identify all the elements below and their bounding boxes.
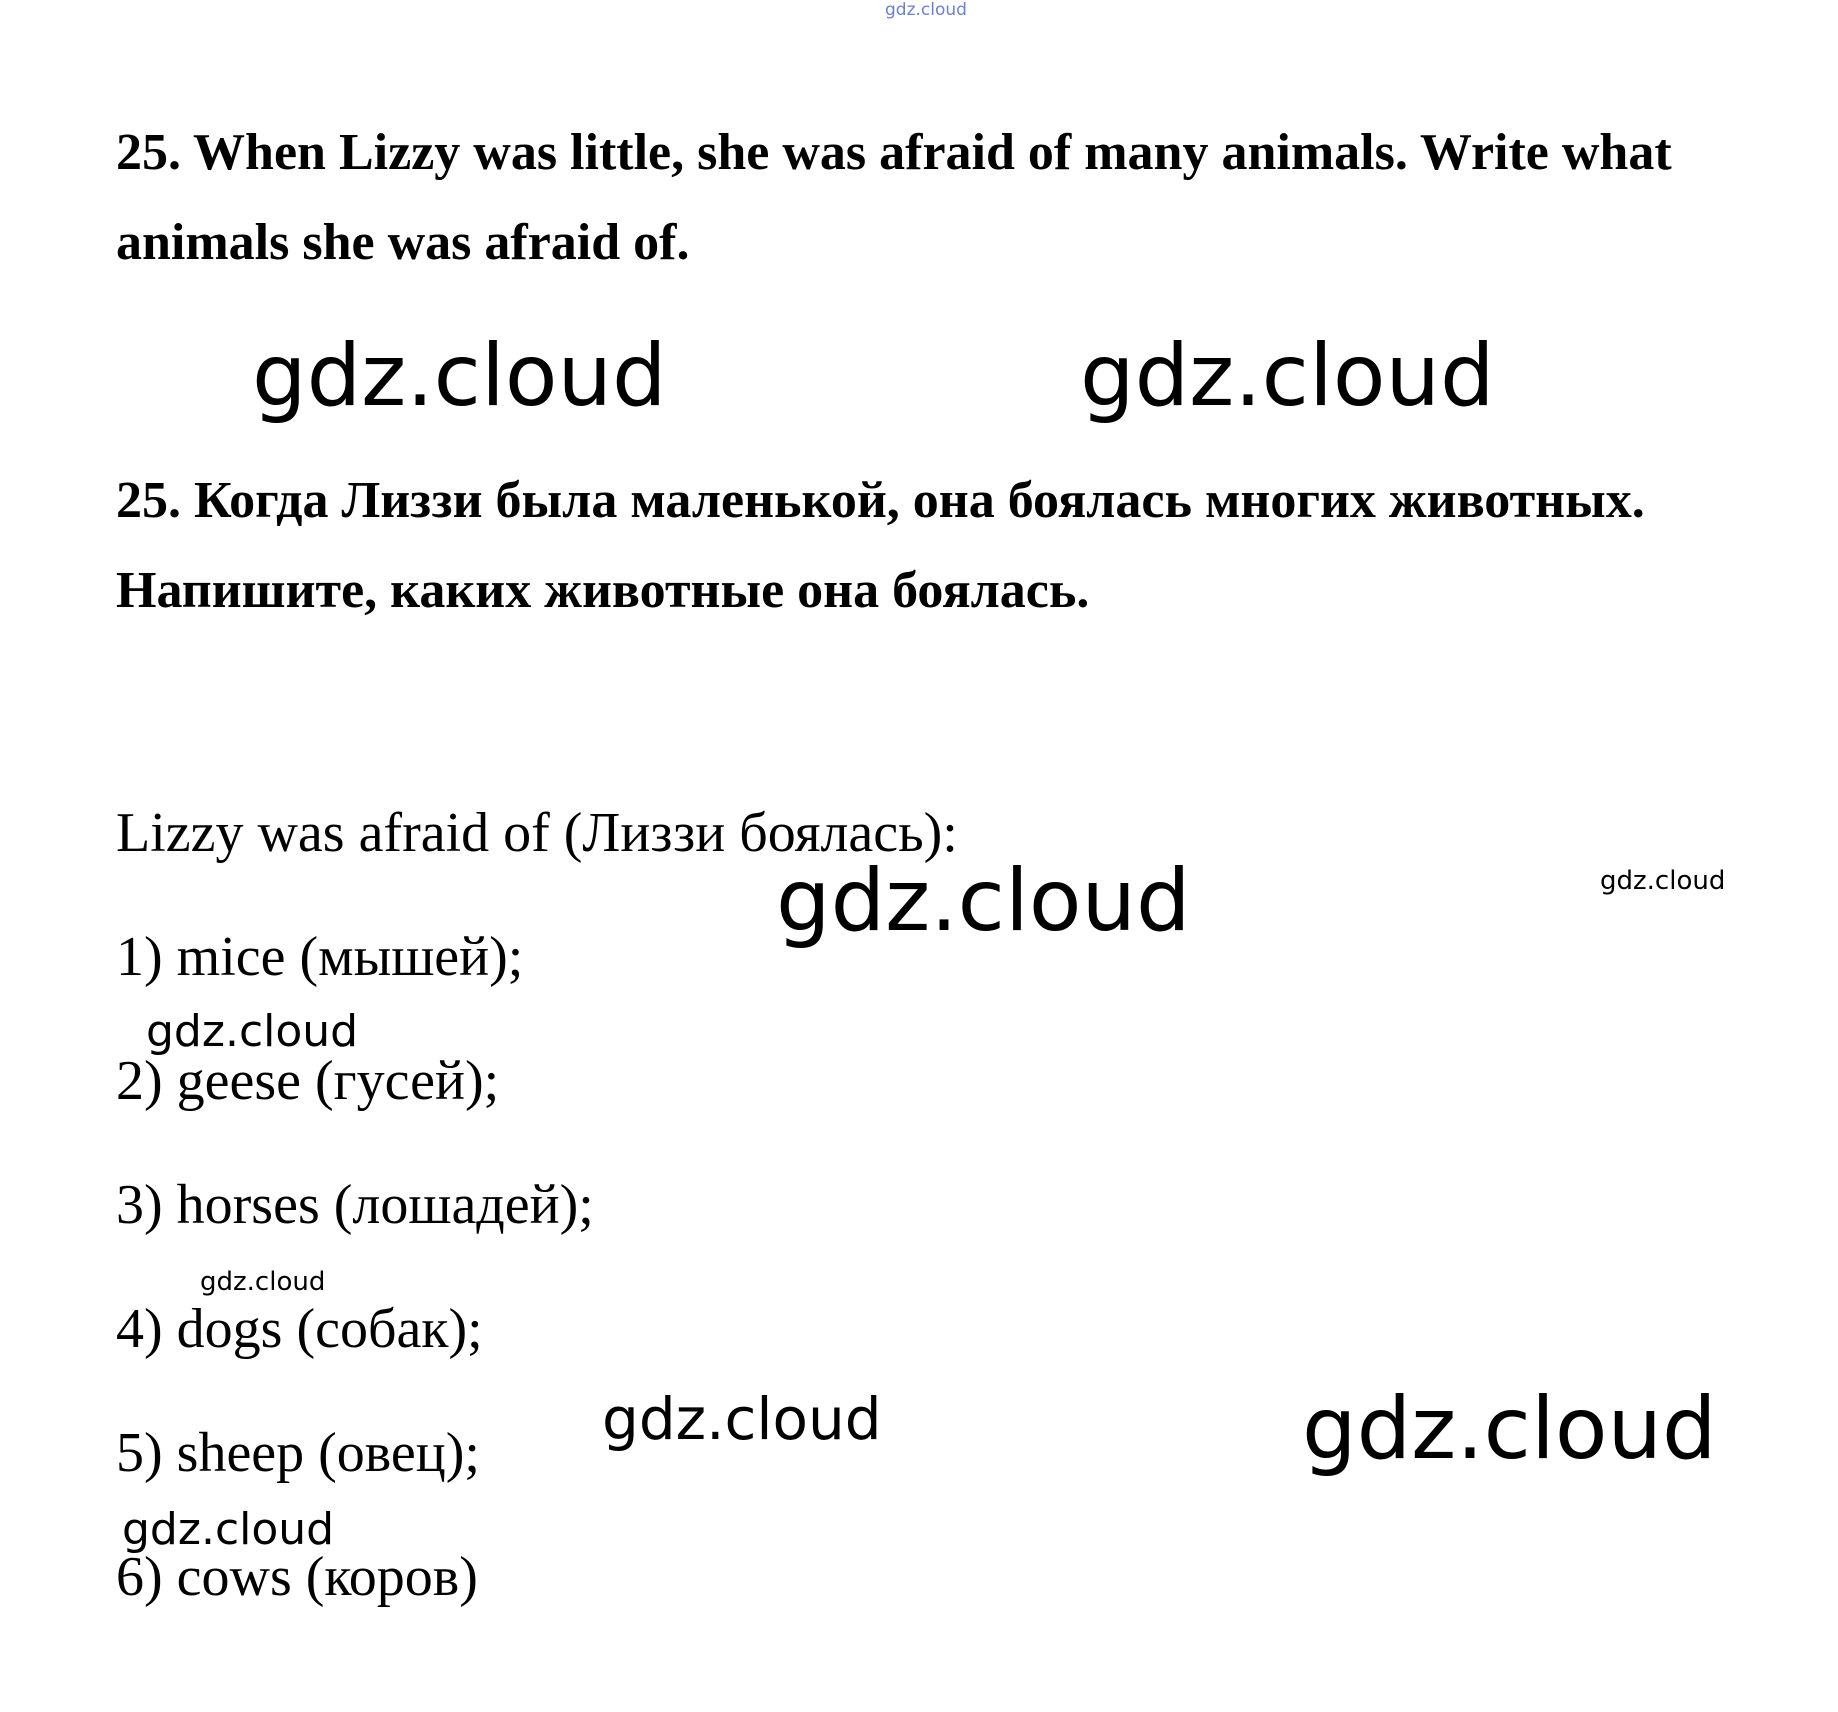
watermark: gdz.cloud [1600, 866, 1726, 896]
list-item: 6) cows (коров) [116, 1546, 478, 1608]
watermark: gdz.cloud [602, 1385, 882, 1453]
watermark-top: gdz.cloud [885, 0, 967, 20]
list-item: 2) geese (гусей); [116, 1050, 500, 1112]
watermark: gdz.cloud [1080, 326, 1495, 426]
list-item: 3) horses (лошадей); [116, 1174, 594, 1236]
watermark: gdz.cloud [200, 1267, 326, 1297]
answer-intro: Lizzy was afraid of (Лиззи боялась): [116, 802, 958, 864]
task-heading-russian: 25. Когда Лиззи была маленькой, она боялась многих животных. Напишите, каких животные она боялась. [116, 472, 1645, 619]
watermark: gdz.cloud [1302, 1379, 1717, 1479]
watermark: gdz.cloud [252, 326, 667, 426]
watermark: gdz.cloud [146, 1006, 359, 1057]
task-heading-english: 25. When Lizzy was little, she was afraid of many animals. Write what animals she was afraid of. [116, 124, 1672, 271]
list-item: 5) sheep (овец); [116, 1422, 480, 1484]
list-item: 4) dogs (собак); [116, 1298, 483, 1360]
list-item: 1) mice (мышей); [116, 926, 524, 988]
watermark: gdz.cloud [122, 1504, 335, 1555]
watermark: gdz.cloud [776, 851, 1191, 951]
